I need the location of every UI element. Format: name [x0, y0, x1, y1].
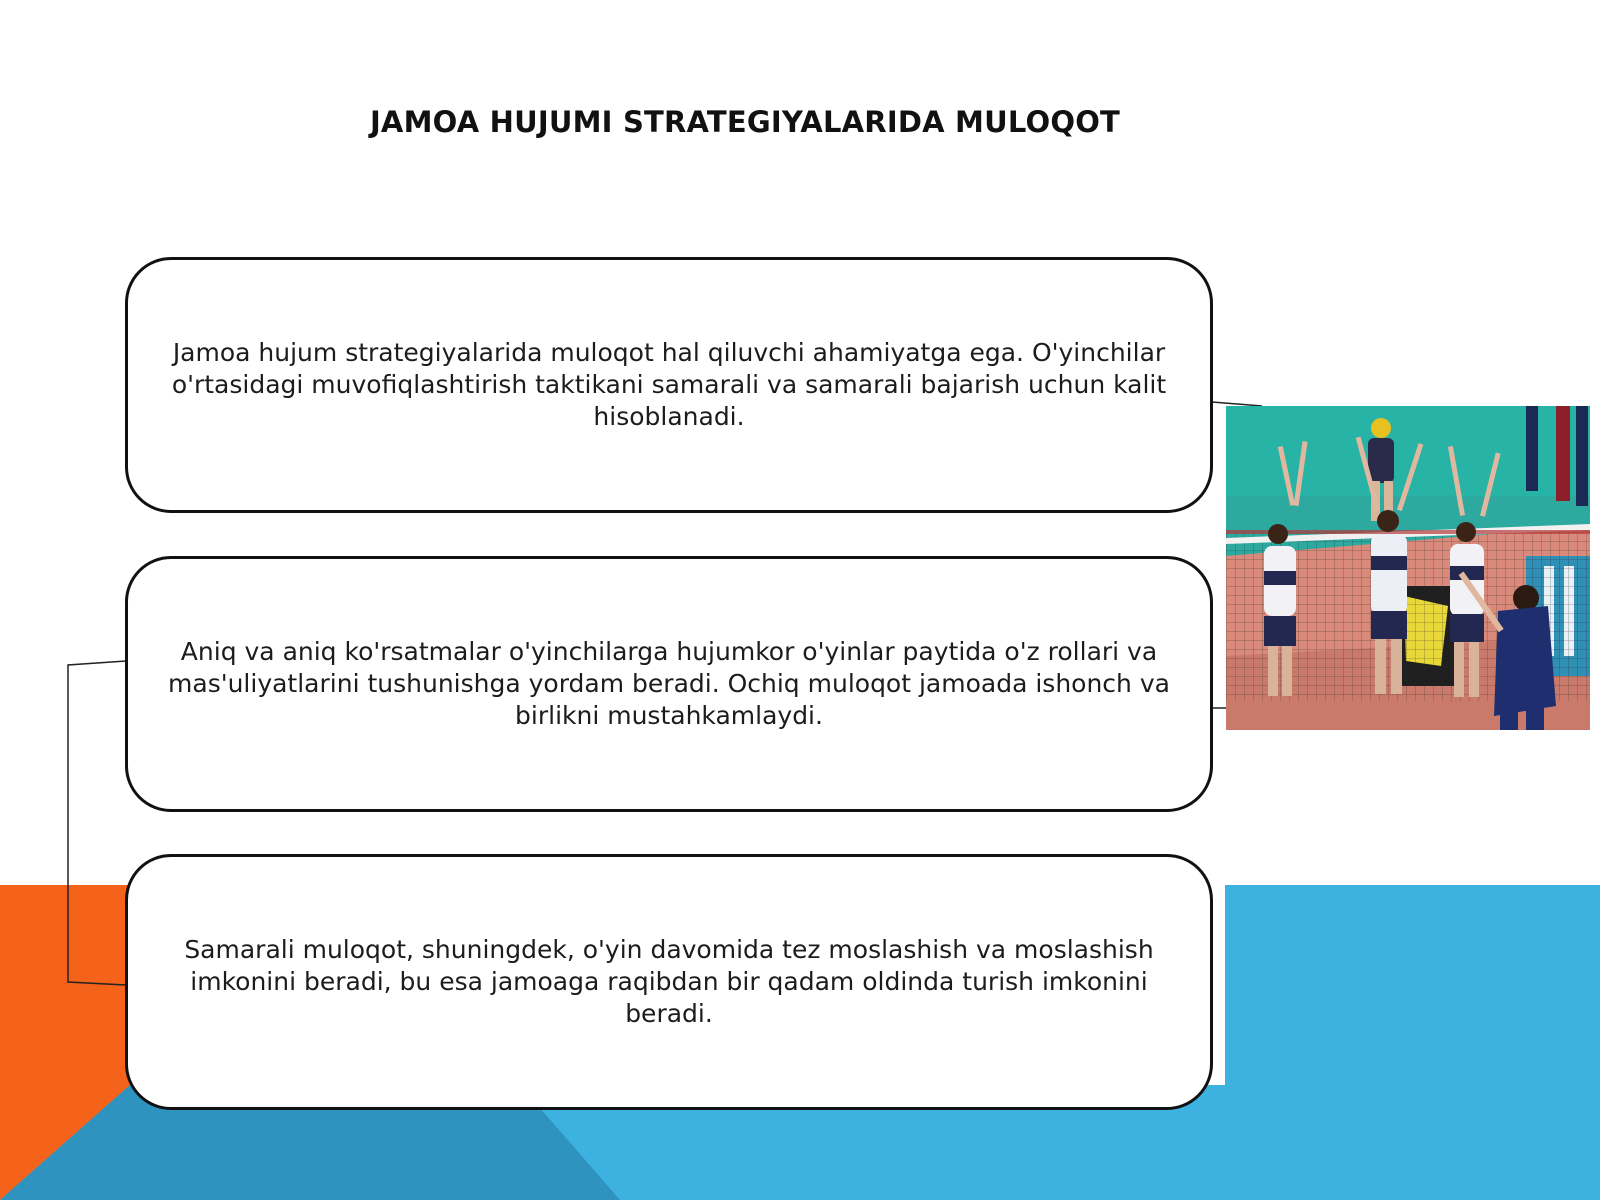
content-box-1 — [125, 257, 1213, 513]
content-box-3-text: Samarali muloqot, shuningdek, o'yin davomida tez moslashish va moslashish imkonini beradi, bu esa jamoaga raqibdan bir qadam oldinda turish imkonini beradi. — [184, 935, 1154, 1028]
left-bracket-connector — [68, 661, 126, 985]
content-box-2-text: Aniq va aniq ko'rsatmalar o'yinchilarga hujumkor o'yinlar paytida o'z rollari va mas'uliyatlarini tushunishga yordam beradi. Ochiq muloqot jamoada ishonch va birlikni mustahkamlaydi. — [168, 637, 1170, 730]
page-title: JAMOA HUJUMI STRATEGIYALARIDA MULOQOT — [369, 105, 1121, 140]
volleyball-photo — [1226, 406, 1590, 730]
content-box-2 — [125, 556, 1213, 812]
content-box-3 — [125, 854, 1213, 1110]
content-box-1-text: Jamoa hujum strategiyalarida muloqot hal qiluvchi ahamiyatga ega. O'yinchilar o'rtasidagi muvofiqlashtirish taktikani samarali va samarali bajarish uchun kalit hisoblanadi. — [171, 338, 1167, 431]
